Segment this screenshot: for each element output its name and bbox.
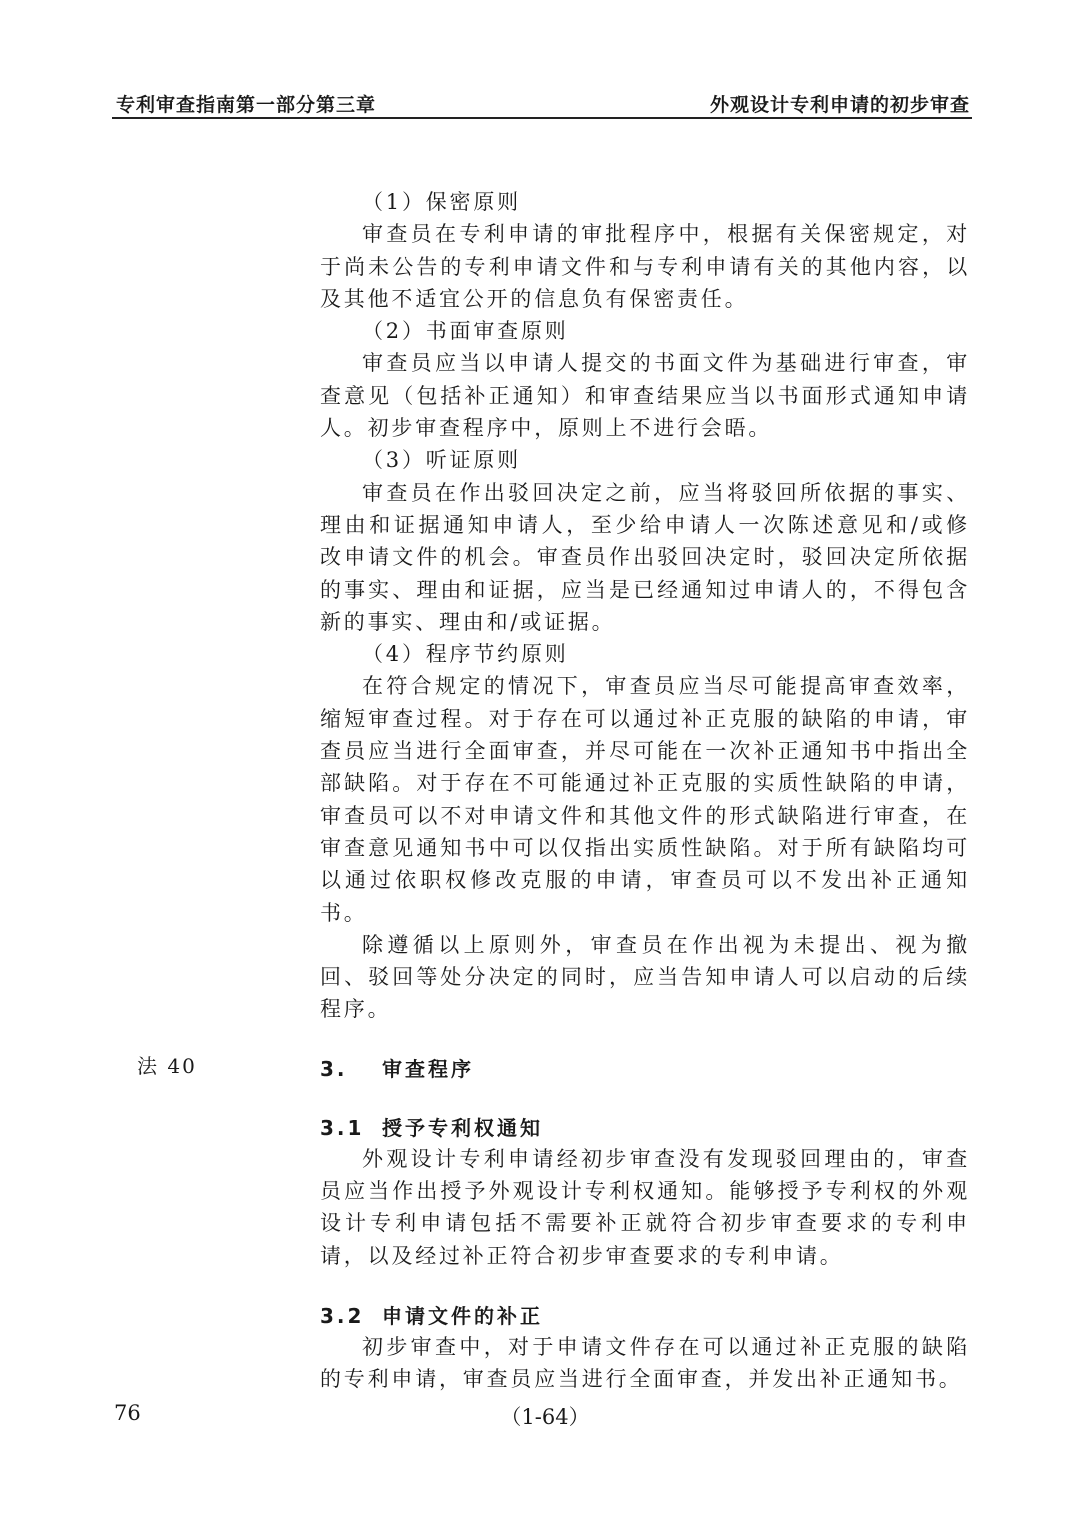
paragraph-subsequent-procedures: 除遵循以上原则外，审查员在作出视为未提出、视为撤回、驳回等处分决定的同时，应当告知申请人可以启动的后续程序。: [320, 932, 970, 1022]
subheading-procedural-economy: （4）程序节约原则: [362, 642, 569, 667]
section-number: 3.1: [320, 1115, 365, 1140]
subheading-written-examination: （2）书面审查原则: [362, 319, 569, 344]
paragraph-3-1: 外观设计专利申请经初步审查没有发现驳回理由的，审查员应当作出授予外观设计专利权通知。能够授予专利权的外观设计专利申请包括不需要补正就符合初步审查要求的专利申请，以及经过补正符合初步审查要求的专利申请。: [320, 1146, 970, 1268]
section-title: 审查程序: [382, 1056, 474, 1081]
body-text: [320, 186, 970, 1396]
paragraph-written-examination: 审查员应当以申请人提交的书面文件为基础进行审查，审查意见（包括补正通知）和审查结果应当以书面形式通知申请人。初步审查程序中，原则上不进行会晤。: [320, 351, 970, 441]
paragraph-hearing: 审查员在作出驳回决定之前，应当将驳回所依据的事实、理由和证据通知申请人，至少给申请人一次陈述意见和/或修改申请文件的机会。审查员作出驳回决定时，驳回决定所依据的事实、理由和证据，应当是已经通知过申请人的，不得包含新的事实、理由和/或证据。: [320, 480, 970, 634]
subheading-hearing: （3）听证原则: [362, 448, 521, 473]
footer-page-code-wrap: [0, 1401, 1080, 1431]
section-heading-3-2: [320, 1300, 970, 1329]
margin-law-reference: 法 40: [137, 1054, 197, 1078]
paragraph-confidentiality: 审查员在专利申请的审批程序中，根据有关保密规定，对于尚未公告的专利申请文件和与专利申请有关的其他内容，以及其他不适宜公开的信息负有保密责任。: [320, 222, 970, 311]
section-heading-3-1: [320, 1112, 970, 1141]
paragraph-procedural-economy: 在符合规定的情况下，审查员应当尽可能提高审查效率，缩短审查过程。对于存在可以通过补正克服的缺陷的申请，审查员应当进行全面审查，并尽可能在一次补正通知书中指出全部缺陷。对于存在不可能通过补正克服的实质性缺陷的申请，审查员可以不对申请文件和其他文件的形式缺陷进行审查，在审查意见通知书中可以仅指出实质性缺陷。对于所有缺陷均可以通过依职权修改克服的申请，审查员可以不发出补正通知书。: [320, 674, 970, 925]
section-number: 3.: [320, 1056, 348, 1081]
page-number: 76: [114, 1401, 141, 1425]
section-title: 授予专利权通知: [382, 1115, 543, 1140]
section-number: 3.2: [320, 1303, 365, 1328]
section-heading-3: [320, 1053, 970, 1082]
header-rule: [112, 117, 972, 119]
paragraph-3-2: 初步审查中，对于申请文件存在可以通过补正克服的缺陷的专利申请，审查员应当进行全面审查，并发出补正通知书。: [320, 1334, 970, 1392]
section-title: 申请文件的补正: [382, 1303, 543, 1328]
page-code: （1-64）: [500, 1405, 590, 1429]
running-header-right: 外观设计专利申请的初步审查: [709, 94, 970, 116]
subheading-confidentiality: （1）保密原则: [362, 190, 521, 214]
running-header-left: 专利审查指南第一部分第三章: [116, 94, 377, 116]
